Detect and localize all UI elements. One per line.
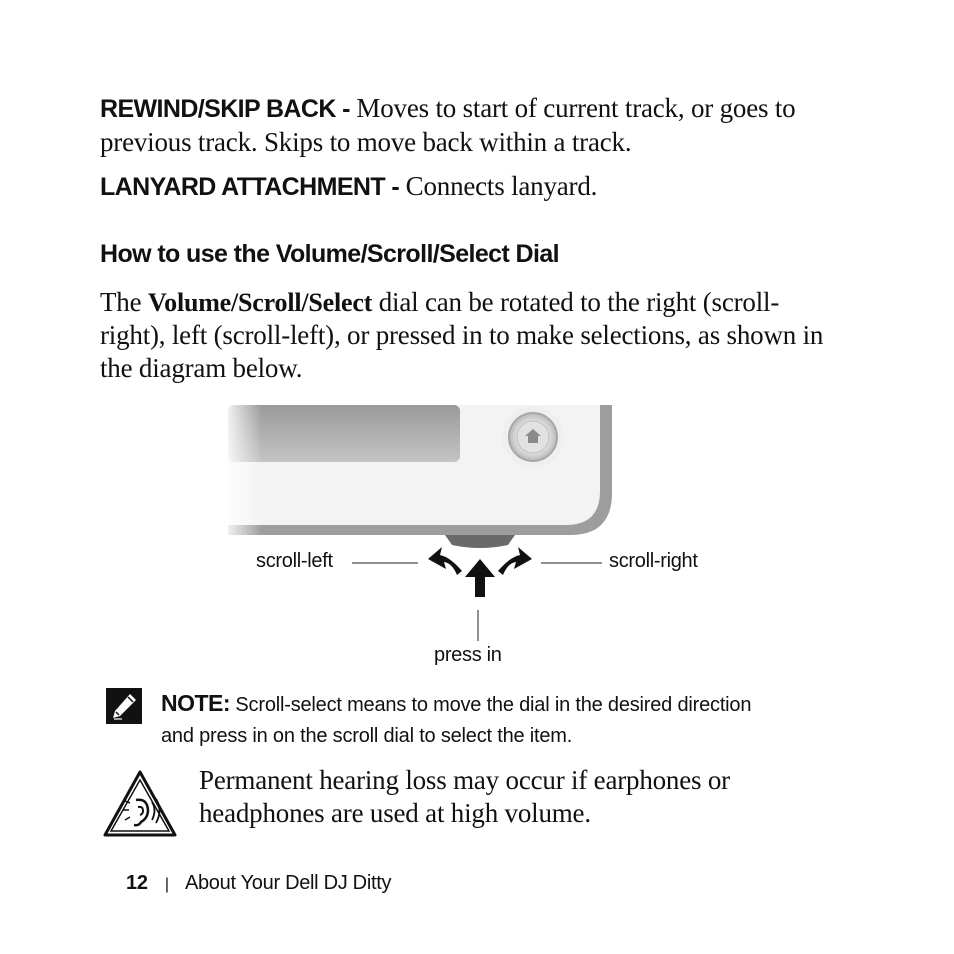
rewind-term: REWIND/SKIP BACK - bbox=[100, 95, 350, 123]
rewind-desc-line2: previous track. Skips to move back within a track. bbox=[100, 127, 632, 157]
intro-line1: dial can be rotated to the right (scroll- bbox=[378, 287, 780, 317]
dial-diagram bbox=[0, 405, 954, 675]
note-line1: Scroll-select means to move the dial in the desired direction bbox=[235, 694, 752, 716]
intro-pre: The bbox=[100, 287, 142, 317]
device-illustration bbox=[0, 405, 954, 675]
note-icon bbox=[106, 688, 142, 724]
note-line2: and press in on the scroll dial to select the item. bbox=[161, 725, 573, 747]
lanyard-desc: Connects lanyard. bbox=[405, 171, 598, 201]
rewind-paragraph bbox=[100, 92, 900, 159]
scroll-left-arrow bbox=[428, 547, 462, 575]
footer-title: About Your Dell DJ Ditty bbox=[184, 872, 392, 894]
dial-wheel bbox=[445, 535, 515, 548]
lanyard-paragraph bbox=[100, 170, 597, 204]
section-heading: How to use the Volume/Scroll/Select Dial bbox=[100, 240, 559, 268]
page-number: 12 bbox=[126, 872, 148, 894]
scroll-right-arrow bbox=[498, 547, 532, 575]
note-text bbox=[161, 688, 901, 752]
press-in-label: press in bbox=[434, 644, 502, 666]
intro-line2: right), left (scroll-left), or pressed in to make selections, as shown in bbox=[100, 320, 824, 350]
warning-text bbox=[199, 764, 899, 830]
footer-separator: | bbox=[164, 876, 169, 893]
intro-paragraph bbox=[100, 286, 900, 385]
lanyard-term: LANYARD ATTACHMENT - bbox=[100, 173, 400, 201]
page-footer bbox=[126, 872, 391, 895]
intro-term: Volume/Scroll/Select bbox=[147, 288, 373, 317]
rewind-desc-line1: Moves to start of current track, or goes to bbox=[356, 93, 796, 123]
scroll-left-label: scroll-left bbox=[256, 550, 333, 572]
note-label: NOTE: bbox=[161, 690, 231, 716]
hearing-warning-icon bbox=[103, 770, 177, 838]
warning-line2: headphones are used at high volume. bbox=[199, 798, 591, 828]
press-in-arrow bbox=[465, 559, 495, 597]
device-screen bbox=[228, 405, 460, 462]
warning-line1: Permanent hearing loss may occur if earphones or bbox=[199, 765, 730, 795]
intro-line3: the diagram below. bbox=[100, 353, 303, 383]
scroll-right-label: scroll-right bbox=[609, 550, 698, 572]
